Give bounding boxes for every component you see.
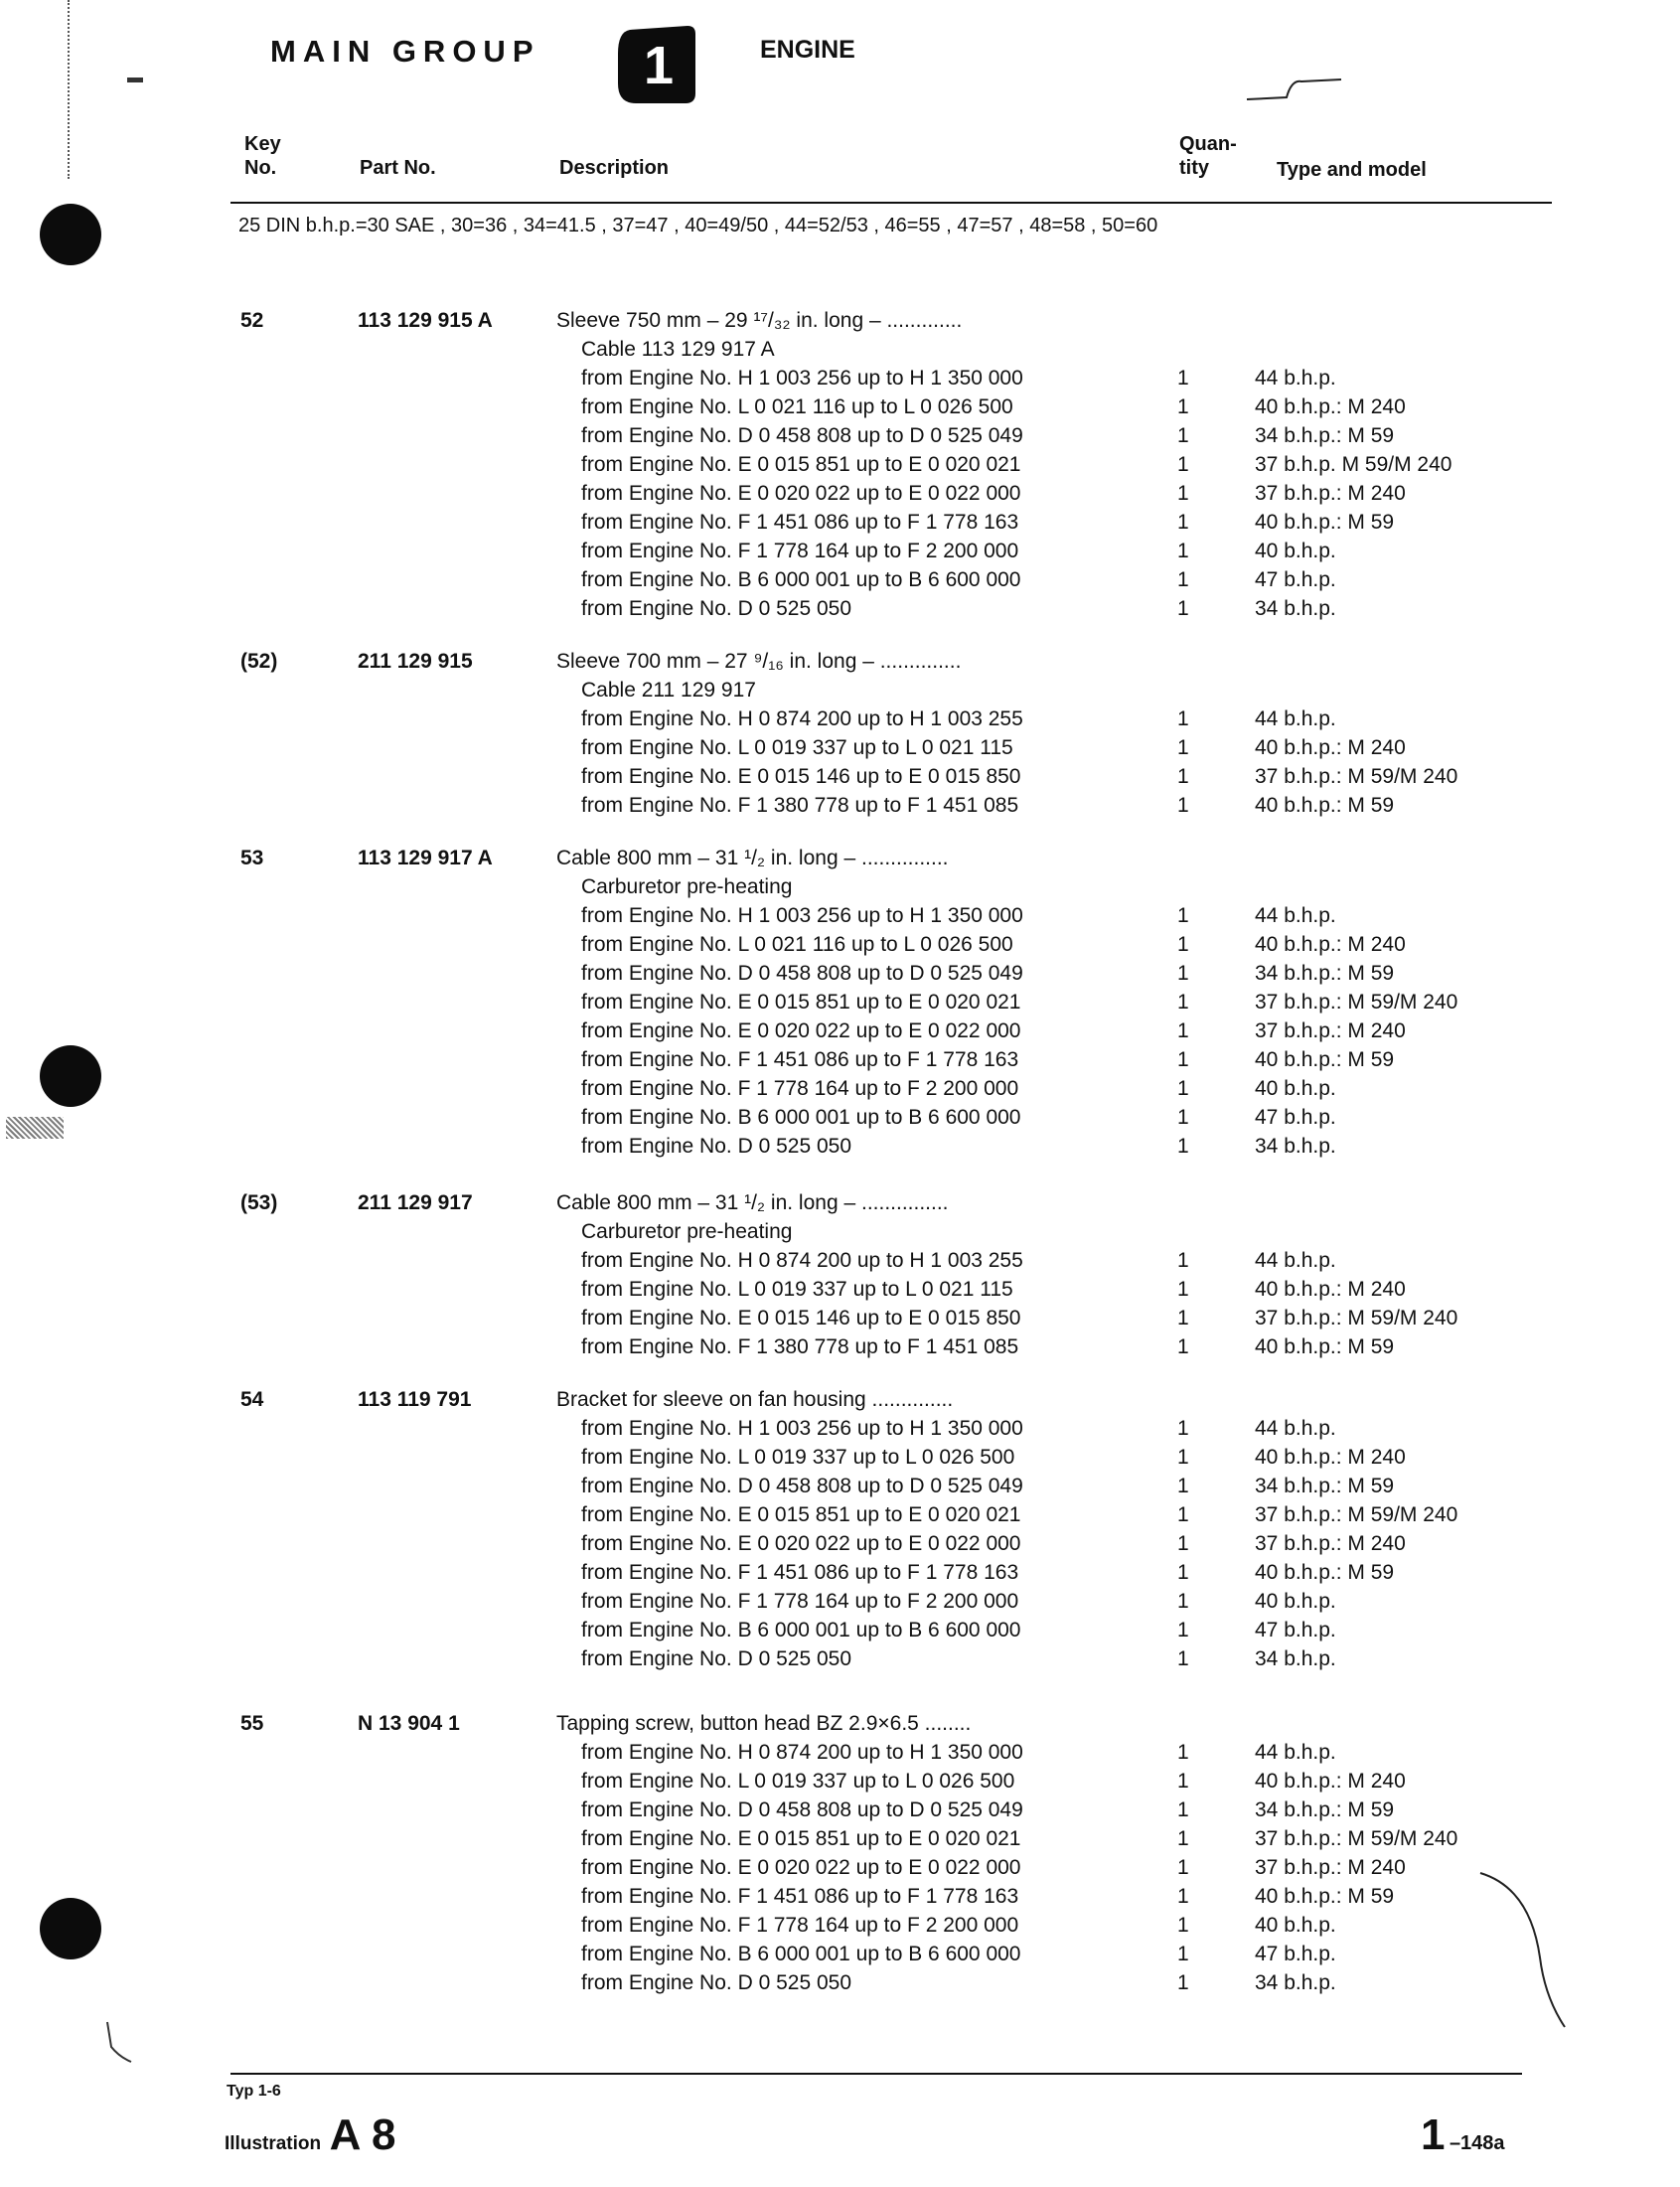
type-and-model: 40 b.h.p. bbox=[1255, 540, 1336, 562]
part-number: N 13 904 1 bbox=[358, 1712, 460, 1735]
type-and-model: 47 b.h.p. bbox=[1255, 1106, 1336, 1129]
engine-range: from Engine No. E 0 015 851 up to E 0 020 021 bbox=[581, 453, 1021, 476]
quantity: 1 bbox=[1177, 991, 1189, 1014]
quantity: 1 bbox=[1177, 765, 1189, 788]
engine-range: from Engine No. E 0 015 146 up to E 0 015 850 bbox=[581, 1307, 1021, 1329]
engine-range: from Engine No. E 0 015 146 up to E 0 015 850 bbox=[581, 765, 1021, 788]
engine-range: from Engine No. H 1 003 256 up to H 1 350 000 bbox=[581, 904, 1023, 927]
engine-range: from Engine No. E 0 015 851 up to E 0 020 021 bbox=[581, 1827, 1021, 1850]
type-and-model: 37 b.h.p.: M 240 bbox=[1255, 1856, 1406, 1879]
engine-range: from Engine No. F 1 778 164 up to F 2 200 000 bbox=[581, 540, 1019, 562]
engine-range: from Engine No. D 0 458 808 up to D 0 525 049 bbox=[581, 1475, 1023, 1497]
type-and-model: 37 b.h.p.: M 240 bbox=[1255, 1532, 1406, 1555]
engine-range-row bbox=[0, 1738, 1680, 1767]
illustration-reference bbox=[225, 2110, 395, 2160]
header-divider bbox=[230, 202, 1552, 204]
type-and-model: 34 b.h.p. bbox=[1255, 1135, 1336, 1158]
engine-range: from Engine No. B 6 000 001 up to B 6 600 000 bbox=[581, 1943, 1021, 1965]
engine-range-row bbox=[0, 1074, 1680, 1103]
engine-range: from Engine No. F 1 451 086 up to F 1 778 163 bbox=[581, 1048, 1019, 1071]
type-and-model: 34 b.h.p.: M 59 bbox=[1255, 962, 1395, 985]
engine-range-row bbox=[0, 1824, 1680, 1853]
engine-range-row bbox=[0, 762, 1680, 791]
type-and-model: 40 b.h.p.: M 59 bbox=[1255, 1885, 1395, 1908]
key-number: (53) bbox=[240, 1191, 278, 1214]
engine-range-row bbox=[0, 1045, 1680, 1074]
vehicle-type-label: Typ 1-6 bbox=[227, 2083, 281, 2100]
part-description: Sleeve 750 mm – 29 ¹⁷/₃₂ in. long – ............. bbox=[556, 309, 963, 332]
page-number-major: 1 bbox=[1421, 2110, 1446, 2159]
quantity: 1 bbox=[1177, 1914, 1189, 1937]
quantity: 1 bbox=[1177, 482, 1189, 505]
column-header-key-line1: Key bbox=[244, 133, 281, 155]
engine-range-row bbox=[0, 1558, 1680, 1587]
type-and-model: 40 b.h.p.: M 240 bbox=[1255, 1770, 1406, 1793]
quantity: 1 bbox=[1177, 1971, 1189, 1994]
quantity: 1 bbox=[1177, 568, 1189, 591]
engine-range-row bbox=[0, 791, 1680, 820]
engine-range: from Engine No. F 1 778 164 up to F 2 200 000 bbox=[581, 1914, 1019, 1937]
column-header-key bbox=[244, 132, 281, 180]
engine-range: from Engine No. H 0 874 200 up to H 1 003 255 bbox=[581, 1249, 1023, 1272]
quantity: 1 bbox=[1177, 1827, 1189, 1850]
engine-range-row bbox=[0, 988, 1680, 1016]
engine-range-row bbox=[0, 901, 1680, 930]
engine-range: from Engine No. E 0 015 851 up to E 0 020 021 bbox=[581, 1503, 1021, 1526]
quantity: 1 bbox=[1177, 1619, 1189, 1641]
part-note: Cable 113 129 917 A bbox=[581, 338, 775, 361]
quantity: 1 bbox=[1177, 1135, 1189, 1158]
quantity: 1 bbox=[1177, 1856, 1189, 1879]
engine-range-row bbox=[0, 1767, 1680, 1796]
type-and-model: 40 b.h.p. bbox=[1255, 1077, 1336, 1100]
engine-range: from Engine No. F 1 380 778 up to F 1 451 085 bbox=[581, 794, 1019, 817]
engine-range: from Engine No. D 0 525 050 bbox=[581, 1971, 851, 1994]
type-and-model: 37 b.h.p. M 59/M 240 bbox=[1255, 453, 1452, 476]
quantity: 1 bbox=[1177, 1561, 1189, 1584]
quantity: 1 bbox=[1177, 904, 1189, 927]
engine-range: from Engine No. D 0 525 050 bbox=[581, 597, 851, 620]
engine-range-row bbox=[0, 959, 1680, 988]
quantity: 1 bbox=[1177, 1446, 1189, 1469]
type-and-model: 40 b.h.p.: M 240 bbox=[1255, 1446, 1406, 1469]
engine-range-row bbox=[0, 1500, 1680, 1529]
engine-range: from Engine No. F 1 451 086 up to F 1 778 163 bbox=[581, 511, 1019, 534]
quantity: 1 bbox=[1177, 1770, 1189, 1793]
quantity: 1 bbox=[1177, 1106, 1189, 1129]
engine-range: from Engine No. L 0 019 337 up to L 0 021 115 bbox=[581, 1278, 1013, 1301]
type-and-model: 44 b.h.p. bbox=[1255, 1249, 1336, 1272]
type-and-model: 47 b.h.p. bbox=[1255, 1943, 1336, 1965]
engine-range: from Engine No. L 0 019 337 up to L 0 026 500 bbox=[581, 1770, 1015, 1793]
type-and-model: 37 b.h.p.: M 59/M 240 bbox=[1255, 1307, 1458, 1329]
group-number-badge bbox=[616, 24, 697, 105]
engine-range: from Engine No. B 6 000 001 up to B 6 600 000 bbox=[581, 568, 1021, 591]
type-and-model: 34 b.h.p.: M 59 bbox=[1255, 424, 1395, 447]
type-and-model: 44 b.h.p. bbox=[1255, 707, 1336, 730]
quantity: 1 bbox=[1177, 1885, 1189, 1908]
quantity: 1 bbox=[1177, 1249, 1189, 1272]
part-description: Cable 800 mm – 31 ¹/₂ in. long – ............... bbox=[556, 1191, 949, 1214]
engine-range-row bbox=[0, 392, 1680, 421]
engine-range-row bbox=[0, 733, 1680, 762]
engine-range-row bbox=[0, 1911, 1680, 1940]
key-number: 53 bbox=[240, 847, 264, 869]
engine-range-row bbox=[0, 537, 1680, 565]
engine-range: from Engine No. E 0 020 022 up to E 0 022 000 bbox=[581, 1532, 1021, 1555]
type-and-model: 40 b.h.p.: M 240 bbox=[1255, 1278, 1406, 1301]
engine-range: from Engine No. L 0 021 116 up to L 0 026 500 bbox=[581, 395, 1013, 418]
engine-range-row bbox=[0, 1414, 1680, 1443]
engine-range-row bbox=[0, 930, 1680, 959]
type-and-model: 40 b.h.p.: M 59 bbox=[1255, 1048, 1395, 1071]
quantity: 1 bbox=[1177, 1741, 1189, 1764]
engine-range: from Engine No. F 1 380 778 up to F 1 451 085 bbox=[581, 1335, 1019, 1358]
quantity: 1 bbox=[1177, 736, 1189, 759]
illustration-code: A 8 bbox=[329, 2110, 396, 2159]
column-header-quantity bbox=[1179, 132, 1237, 180]
engine-range-row bbox=[0, 479, 1680, 508]
quantity: 1 bbox=[1177, 367, 1189, 390]
engine-range-row bbox=[0, 565, 1680, 594]
engine-range-row bbox=[0, 1529, 1680, 1558]
pen-mark bbox=[1242, 70, 1351, 109]
engine-range-row bbox=[0, 508, 1680, 537]
quantity: 1 bbox=[1177, 1417, 1189, 1440]
quantity: 1 bbox=[1177, 1647, 1189, 1670]
type-and-model: 44 b.h.p. bbox=[1255, 1417, 1336, 1440]
quantity: 1 bbox=[1177, 1335, 1189, 1358]
engine-range-row bbox=[0, 1472, 1680, 1500]
quantity: 1 bbox=[1177, 1503, 1189, 1526]
part-entry-header bbox=[0, 647, 1680, 676]
conversion-note: 25 DIN b.h.p.=30 SAE , 30=36 , 34=41.5 , 37=47 , 40=49/50 , 44=52/53 , 46=55 , 47=57 , 48=58 , 50=60 bbox=[238, 215, 1158, 236]
type-and-model: 37 b.h.p.: M 59/M 240 bbox=[1255, 765, 1458, 788]
type-and-model: 37 b.h.p.: M 59/M 240 bbox=[1255, 1827, 1458, 1850]
engine-range-row bbox=[0, 1246, 1680, 1275]
engine-range-row bbox=[0, 1132, 1680, 1161]
column-header-description: Description bbox=[559, 157, 670, 179]
type-and-model: 34 b.h.p.: M 59 bbox=[1255, 1475, 1395, 1497]
engine-range: from Engine No. E 0 015 851 up to E 0 020 021 bbox=[581, 991, 1021, 1014]
quantity: 1 bbox=[1177, 794, 1189, 817]
page-number bbox=[1421, 2110, 1505, 2160]
engine-range: from Engine No. L 0 019 337 up to L 0 021 115 bbox=[581, 736, 1013, 759]
engine-range: from Engine No. F 1 778 164 up to F 2 200 000 bbox=[581, 1077, 1019, 1100]
engine-range: from Engine No. L 0 019 337 up to L 0 026 500 bbox=[581, 1446, 1015, 1469]
column-header-type: Type and model bbox=[1277, 159, 1427, 181]
key-number: 52 bbox=[240, 309, 264, 332]
type-and-model: 37 b.h.p.: M 59/M 240 bbox=[1255, 991, 1458, 1014]
type-and-model: 47 b.h.p. bbox=[1255, 568, 1336, 591]
quantity: 1 bbox=[1177, 1307, 1189, 1329]
part-description: Bracket for sleeve on fan housing .............. bbox=[556, 1388, 954, 1411]
type-and-model: 40 b.h.p.: M 59 bbox=[1255, 1335, 1395, 1358]
engine-range: from Engine No. E 0 020 022 up to E 0 022 000 bbox=[581, 1856, 1021, 1879]
engine-range-row bbox=[0, 594, 1680, 623]
page-number-minor: –148a bbox=[1449, 2132, 1505, 2154]
engine-range-row bbox=[0, 1304, 1680, 1332]
quantity: 1 bbox=[1177, 597, 1189, 620]
type-and-model: 37 b.h.p.: M 240 bbox=[1255, 482, 1406, 505]
engine-range: from Engine No. F 1 778 164 up to F 2 200 000 bbox=[581, 1590, 1019, 1613]
quantity: 1 bbox=[1177, 933, 1189, 956]
engine-range: from Engine No. H 1 003 256 up to H 1 350 000 bbox=[581, 367, 1023, 390]
engine-range: from Engine No. F 1 451 086 up to F 1 778 163 bbox=[581, 1885, 1019, 1908]
main-group-title: MAIN GROUP bbox=[270, 34, 540, 69]
engine-range-row bbox=[0, 1968, 1680, 1997]
part-number: 211 129 915 bbox=[358, 650, 473, 673]
quantity: 1 bbox=[1177, 1590, 1189, 1613]
type-and-model: 44 b.h.p. bbox=[1255, 1741, 1336, 1764]
column-header-part: Part No. bbox=[360, 157, 436, 179]
engine-range: from Engine No. B 6 000 001 up to B 6 600 000 bbox=[581, 1619, 1021, 1641]
binding-edge-mark bbox=[68, 0, 72, 179]
engine-range-row bbox=[0, 1882, 1680, 1911]
engine-range: from Engine No. B 6 000 001 up to B 6 600 000 bbox=[581, 1106, 1021, 1129]
engine-range: from Engine No. H 0 874 200 up to H 1 350 000 bbox=[581, 1741, 1023, 1764]
engine-range-row bbox=[0, 704, 1680, 733]
group-number: 1 bbox=[643, 36, 675, 95]
type-and-model: 40 b.h.p.: M 59 bbox=[1255, 1561, 1395, 1584]
part-note: Cable 211 129 917 bbox=[581, 679, 756, 702]
scan-mark bbox=[127, 78, 143, 82]
footer-divider bbox=[230, 2073, 1522, 2075]
part-note-row bbox=[0, 872, 1680, 901]
engine-range-row bbox=[0, 450, 1680, 479]
engine-range: from Engine No. H 0 874 200 up to H 1 003 255 bbox=[581, 707, 1023, 730]
type-and-model: 37 b.h.p.: M 240 bbox=[1255, 1019, 1406, 1042]
type-and-model: 40 b.h.p. bbox=[1255, 1914, 1336, 1937]
quantity: 1 bbox=[1177, 1798, 1189, 1821]
quantity: 1 bbox=[1177, 1532, 1189, 1555]
part-note: Carburetor pre-heating bbox=[581, 1220, 793, 1243]
engine-range: from Engine No. D 0 458 808 up to D 0 525 049 bbox=[581, 1798, 1023, 1821]
quantity: 1 bbox=[1177, 1048, 1189, 1071]
engine-range: from Engine No. F 1 451 086 up to F 1 778 163 bbox=[581, 1561, 1019, 1584]
engine-range-row bbox=[0, 1016, 1680, 1045]
part-note-row bbox=[0, 335, 1680, 364]
engine-range-row bbox=[0, 1332, 1680, 1361]
part-number: 113 119 791 bbox=[358, 1388, 472, 1411]
engine-range-row bbox=[0, 1443, 1680, 1472]
engine-range-row bbox=[0, 364, 1680, 392]
type-and-model: 40 b.h.p.: M 240 bbox=[1255, 933, 1406, 956]
type-and-model: 40 b.h.p.: M 240 bbox=[1255, 395, 1406, 418]
quantity: 1 bbox=[1177, 1278, 1189, 1301]
key-number: (52) bbox=[240, 650, 278, 673]
quantity: 1 bbox=[1177, 511, 1189, 534]
engine-range: from Engine No. D 0 525 050 bbox=[581, 1135, 851, 1158]
part-number: 211 129 917 bbox=[358, 1191, 473, 1214]
type-and-model: 34 b.h.p. bbox=[1255, 1647, 1336, 1670]
type-and-model: 34 b.h.p. bbox=[1255, 597, 1336, 620]
type-and-model: 40 b.h.p.: M 240 bbox=[1255, 736, 1406, 759]
quantity: 1 bbox=[1177, 395, 1189, 418]
part-entry-header bbox=[0, 1188, 1680, 1217]
type-and-model: 40 b.h.p.: M 59 bbox=[1255, 511, 1395, 534]
quantity: 1 bbox=[1177, 424, 1189, 447]
part-description: Tapping screw, button head BZ 2.9×6.5 ........ bbox=[556, 1712, 972, 1735]
engine-range: from Engine No. D 0 458 808 up to D 0 525 049 bbox=[581, 424, 1023, 447]
quantity: 1 bbox=[1177, 707, 1189, 730]
engine-range-row bbox=[0, 1940, 1680, 1968]
engine-range-row bbox=[0, 1587, 1680, 1616]
column-header-key-line2: No. bbox=[244, 157, 277, 179]
quantity: 1 bbox=[1177, 1943, 1189, 1965]
type-and-model: 34 b.h.p.: M 59 bbox=[1255, 1798, 1395, 1821]
part-number: 113 129 915 A bbox=[358, 309, 493, 332]
type-and-model: 40 b.h.p. bbox=[1255, 1590, 1336, 1613]
key-number: 54 bbox=[240, 1388, 264, 1411]
quantity: 1 bbox=[1177, 453, 1189, 476]
engine-range: from Engine No. H 1 003 256 up to H 1 350 000 bbox=[581, 1417, 1023, 1440]
punch-hole bbox=[40, 204, 101, 265]
type-and-model: 47 b.h.p. bbox=[1255, 1619, 1336, 1641]
part-note-row bbox=[0, 676, 1680, 704]
part-entry-header bbox=[0, 844, 1680, 872]
quantity: 1 bbox=[1177, 962, 1189, 985]
engine-range: from Engine No. E 0 020 022 up to E 0 022 000 bbox=[581, 482, 1021, 505]
quantity: 1 bbox=[1177, 1475, 1189, 1497]
type-and-model: 40 b.h.p.: M 59 bbox=[1255, 794, 1395, 817]
engine-range-row bbox=[0, 1796, 1680, 1824]
engine-range: from Engine No. L 0 021 116 up to L 0 026 500 bbox=[581, 933, 1013, 956]
type-and-model: 34 b.h.p. bbox=[1255, 1971, 1336, 1994]
engine-range-row bbox=[0, 1644, 1680, 1673]
part-description: Cable 800 mm – 31 ¹/₂ in. long – ............... bbox=[556, 847, 949, 869]
part-entry-header bbox=[0, 1709, 1680, 1738]
section-title: ENGINE bbox=[760, 36, 855, 64]
type-and-model: 44 b.h.p. bbox=[1255, 367, 1336, 390]
part-entry-header bbox=[0, 306, 1680, 335]
engine-range-row bbox=[0, 1616, 1680, 1644]
part-note-row bbox=[0, 1217, 1680, 1246]
quantity: 1 bbox=[1177, 1019, 1189, 1042]
engine-range: from Engine No. D 0 525 050 bbox=[581, 1647, 851, 1670]
engine-range: from Engine No. E 0 020 022 up to E 0 022 000 bbox=[581, 1019, 1021, 1042]
illustration-label: Illustration bbox=[225, 2133, 322, 2154]
part-number: 113 129 917 A bbox=[358, 847, 493, 869]
key-number: 55 bbox=[240, 1712, 264, 1735]
column-header-quantity-line2: tity bbox=[1179, 157, 1209, 179]
engine-range-row bbox=[0, 1103, 1680, 1132]
column-header-quantity-line1: Quan- bbox=[1179, 133, 1237, 155]
part-entry-header bbox=[0, 1385, 1680, 1414]
part-description: Sleeve 700 mm – 27 ⁹/₁₆ in. long – .............. bbox=[556, 650, 962, 673]
part-note: Carburetor pre-heating bbox=[581, 875, 793, 898]
quantity: 1 bbox=[1177, 1077, 1189, 1100]
pen-mark bbox=[99, 2017, 139, 2067]
type-and-model: 37 b.h.p.: M 59/M 240 bbox=[1255, 1503, 1458, 1526]
quantity: 1 bbox=[1177, 540, 1189, 562]
engine-range: from Engine No. D 0 458 808 up to D 0 525 049 bbox=[581, 962, 1023, 985]
engine-range-row bbox=[0, 421, 1680, 450]
engine-range-row bbox=[0, 1275, 1680, 1304]
type-and-model: 44 b.h.p. bbox=[1255, 904, 1336, 927]
engine-range-row bbox=[0, 1853, 1680, 1882]
